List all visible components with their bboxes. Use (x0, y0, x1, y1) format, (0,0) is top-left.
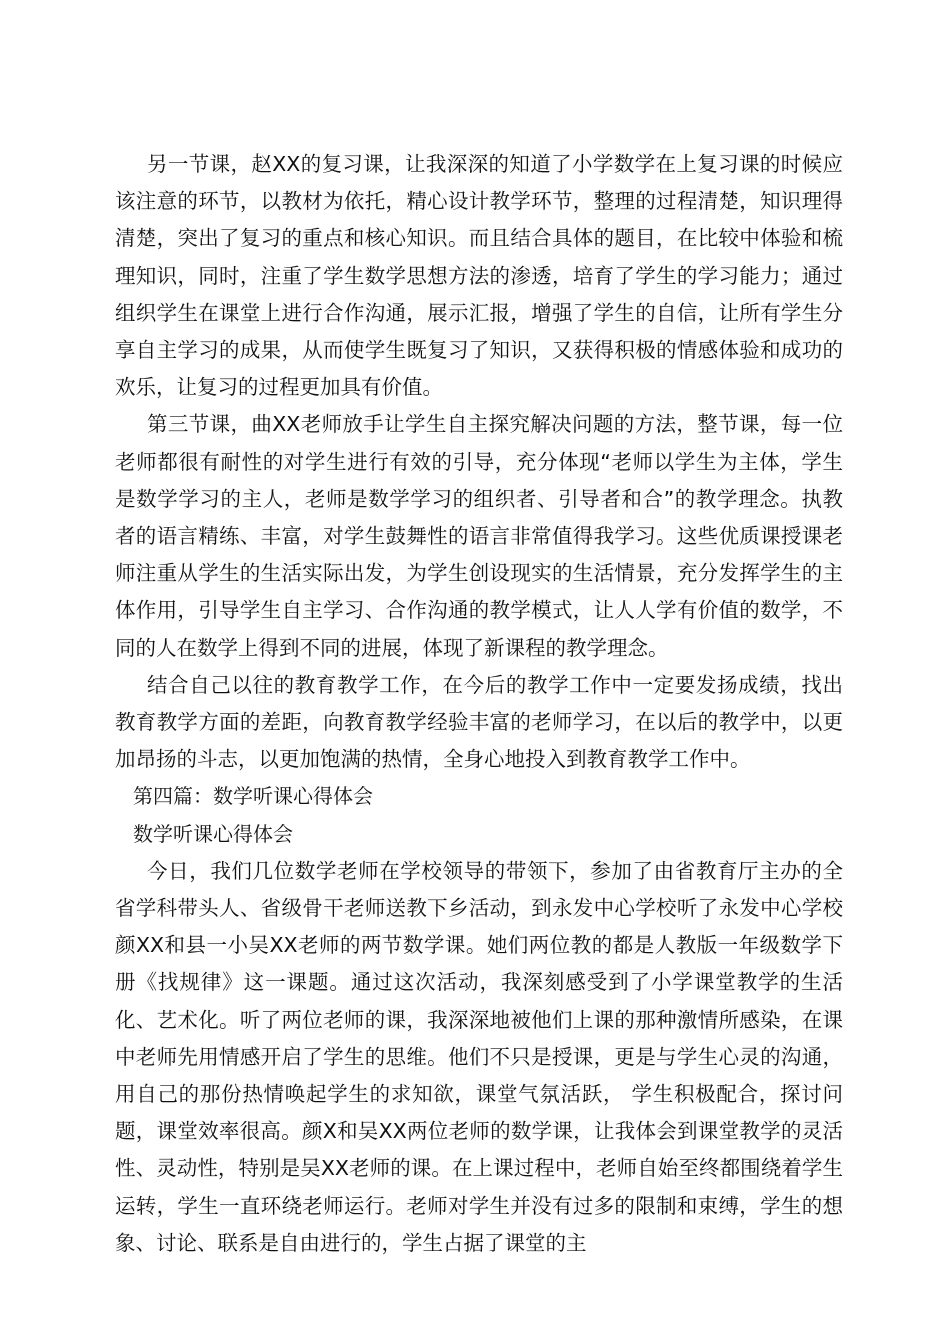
section-heading: 第四篇：数学听课心得体会 (133, 784, 373, 809)
paragraph-third-lesson: 第三节课，曲XX老师放手让学生自主探究解决问题的方法，整节课，每一位老师都很有耐性的对学生进行有效的引导，充分体现“老师以学生为主体，学生是数学学习的主人，老师是数学学习的组织者、引导者和合”的教学理念。执教者的语言精练、丰富，对学生鼓舞性的语言非常值得我学习。这些优质课授课老师注重从学生的生活实际出发，为学生创设现实的生活情景，充分发挥学生的主体作用，引导学生自主学习、合作沟通的教学模式，让人人学有价值的数学，不同的人在数学上得到不同的进展，体现了新课程的教学理念。 (115, 412, 843, 660)
section-subheading: 数学听课心得体会 (133, 821, 293, 846)
paragraph-reflection: 结合自己以往的教育教学工作，在今后的教学工作中一定要发扬成绩，找出教育教学方面的差距，向教育教学经验丰富的老师学习，在以后的教学中，以更加昂扬的斗志，以更加饱满的热情，全身心地投入到教育教学工作中。 (115, 672, 843, 772)
paragraph-today: 今日，我们几位数学老师在学校领导的带领下，参加了由省教育厅主办的全省学科带头人、省级骨干老师送教下乡活动，到永发中心学校听了永发中心学校颜XX和县一小吴XX老师的两节数学课。她们两位教的都是人教版一年级数学下册《找规律》这一课题。通过这次活动，我深刻感受到了小学课堂教学的生活化、艺术化。听了两位老师的课，我深深地被他们上课的那种激情所感染，在课中老师先用情感开启了学生的思维。他们不只是授课，更是与学生心灵的沟通，用自己的那份热情唤起学生的求知欲，课堂气氛活跃， 学生积极配合，探讨问题，课堂效率很高。颜X和吴XX两位老师的数学课，让我体会到课堂教学的灵活性、灵动性，特别是吴XX老师的课。在上课过程中，老师自始至终都围绕着学生运转，学生一直环绕老师运行。老师对学生并没有过多的限制和束缚，学生的想象、讨论、联系是自由进行的，学生占据了课堂的主 (115, 858, 843, 1255)
document-body (115, 146, 843, 1262)
paragraph-review-lesson: 另一节课，赵XX的复习课，让我深深的知道了小学数学在上复习课的时候应该注意的环节，以教材为依托，精心设计教学环节，整理的过程清楚，知识理得清楚，突出了复习的重点和核心知识。而且结合具体的题目，在比较中体验和梳理知识，同时，注重了学生数学思想方法的渗透，培育了学生的学习能力；通过组织学生在课堂上进行合作沟通，展示汇报，增强了学生的自信，让所有学生分享自主学习的成果，从而使学生既复习了知识，又获得积极的情感体验和成功的欢乐，让复习的过程更加具有价值。 (115, 152, 843, 400)
